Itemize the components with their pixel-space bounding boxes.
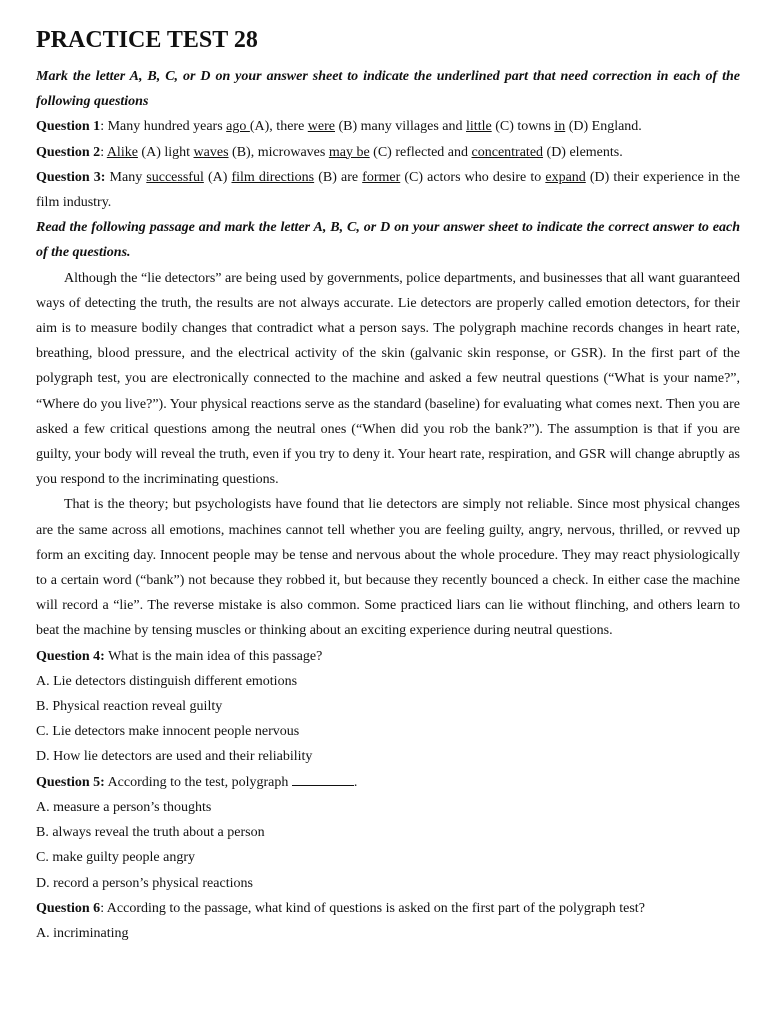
- question-5: [36, 770, 740, 795]
- question-4-text: What is the main idea of this passage?: [104, 648, 323, 664]
- question-1-label: Question 1: [36, 119, 101, 135]
- document-page: [36, 24, 740, 946]
- question-2: [36, 140, 740, 165]
- question-3-option-c: former: [362, 169, 401, 185]
- question-1-option-b: were: [307, 119, 335, 135]
- passage-paragraph-1: Although the “lie detectors” are being used by governments, police departments, and businesses that all want guaranteed ways of detecting the truth, the results are not always accurate. Lie detectors are properly called emotion detectors, for their aim is to measure bodily changes that contradict what a person says. The polygraph machine records changes in heart rate, breathing, blood pressure, and the electrical activity of the skin (galvanic skin response, or GSR). In the first part of the polygraph test, you are electronically connected to the machine and asked a few neutral questions (“What is your name?”, “Where do you live?”). Your physical reactions serve as the standard (baseline) for evaluating what comes next. Then you are asked a few critical questions among the neutral ones (“When did you rob the bank?”). The assumption is that if you are guilty, your body will reveal the truth, even if you try to deny it. Your heart rate, respiration, and GSR will change abruptly as you respond to the incriminating questions.: [36, 270, 740, 488]
- question-4: [36, 644, 740, 669]
- section2-instruction: Read the following passage and mark the letter A, B, C, or D on your answer sheet to indicate the correct answer to each of the questions.: [36, 220, 740, 261]
- question-1-option-d: in: [554, 119, 566, 135]
- question-4-option-b: B. Physical reaction reveal guilty: [36, 699, 223, 715]
- question-6-label: Question 6: [36, 900, 101, 916]
- question-2-text: (A) light: [137, 144, 194, 160]
- question-2-option-b: waves: [193, 144, 229, 160]
- question-3-label: Question 3:: [36, 169, 106, 185]
- question-1: [36, 114, 740, 139]
- question-3-text: (D) their experience in the film industry.: [36, 169, 740, 211]
- question-3-text: (A): [203, 169, 232, 185]
- section1-instruction: Mark the letter A, B, C, or D on your answer sheet to indicate the underlined part that need correction in each of the following questions: [36, 69, 740, 110]
- question-6: [36, 896, 740, 921]
- question-1-text: (D) England.: [565, 119, 642, 135]
- question-2-option-d: concentrated: [471, 144, 544, 160]
- question-3-option-b: film directions: [231, 169, 315, 185]
- question-1-text: (B) many villages and: [335, 119, 467, 135]
- question-2-option-c: may be: [328, 144, 370, 160]
- question-2-text: (B), microwaves: [228, 144, 329, 160]
- question-1-option-a: ago: [226, 119, 250, 135]
- question-4-option-a: A. Lie detectors distinguish different emotions: [36, 673, 298, 689]
- question-3-text: (B) are: [314, 169, 363, 185]
- question-2-label: Question 2: [36, 144, 101, 160]
- question-1-text: (C) towns: [491, 119, 555, 135]
- question-5-label: Question 5:: [36, 774, 105, 790]
- question-1-text: (A), there: [249, 119, 308, 135]
- question-3: [36, 165, 740, 215]
- question-4-label: Question 4:: [36, 648, 105, 664]
- question-4-option-d: D. How lie detectors are used and their reliability: [36, 749, 313, 765]
- question-5-option-d: D. record a person’s physical reactions: [36, 875, 253, 891]
- passage-paragraph-2: That is the theory; but psychologists have found that lie detectors are simply not reliable. Since most physical changes are the same across all emotions, machines cannot tell whether you are feeling guilty, angry, nervous, thrilled, or revved up form an exciting day. Innocent people may be tense and nervous about the whole procedure. They may react physiologically to a certain word (“bank”) not because they robbed it, but because they recently bounced a check. In either case the machine will record a “lie”. The reverse mistake is also common. Some practiced liars can lie without flinching, and others learn to beat the machine by tensing muscles or thinking about an exciting experience during neutral questions.: [36, 497, 740, 639]
- question-6-option-a: A. incriminating: [36, 925, 129, 941]
- question-2-option-a: Alike: [106, 144, 138, 160]
- question-5-text: According to the test, polygraph: [104, 774, 292, 790]
- question-6-text: : According to the passage, what kind of questions is asked on the first part of the polygraph test?: [100, 900, 645, 916]
- question-2-text: (C) reflected and: [369, 144, 472, 160]
- question-3-option-d: expand: [545, 169, 586, 185]
- question-3-option-a: successful: [146, 169, 204, 185]
- question-5-option-a: A. measure a person’s thoughts: [36, 799, 212, 815]
- question-5-option-b: B. always reveal the truth about a person: [36, 825, 265, 841]
- question-4-option-c: C. Lie detectors make innocent people nervous: [36, 724, 300, 740]
- question-1-option-c: little: [466, 119, 492, 135]
- page-title: PRACTICE TEST 28: [36, 27, 258, 53]
- question-5-text-end: .: [353, 774, 358, 790]
- question-3-text: (C) actors who desire to: [400, 169, 546, 185]
- answer-blank: [292, 773, 354, 786]
- question-2-text: (D) elements.: [543, 144, 623, 160]
- question-5-option-c: C. make guilty people angry: [36, 850, 196, 866]
- question-1-text: : Many hundred years: [100, 119, 227, 135]
- question-3-text: Many: [105, 169, 147, 185]
- question-2-text: :: [100, 144, 107, 160]
